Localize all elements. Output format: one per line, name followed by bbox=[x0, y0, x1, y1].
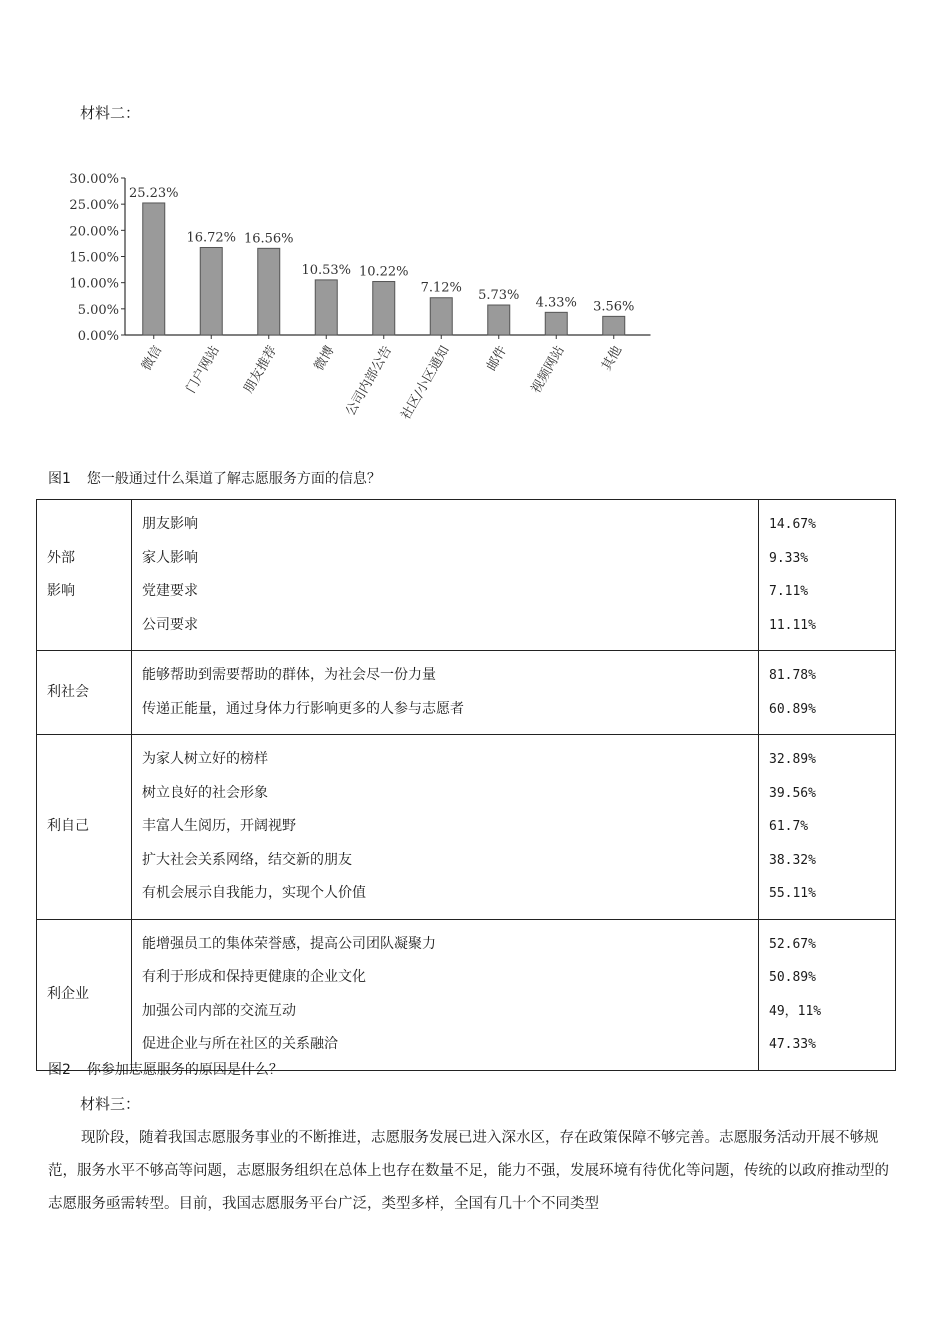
percent-value: 81.78% bbox=[769, 668, 816, 683]
category-label: 朋友推荐 bbox=[241, 343, 281, 397]
y-tick-label: 30.00% bbox=[69, 172, 119, 187]
reasons-table bbox=[36, 499, 896, 1071]
bar-chart bbox=[40, 160, 670, 450]
y-tick-label: 25.00% bbox=[69, 198, 119, 214]
reason-item: 传递正能量，通过身体力行影响更多的人参与志愿者 bbox=[142, 700, 464, 717]
reason-item: 丰富人生阅历，开阔视野 bbox=[142, 818, 296, 834]
bar bbox=[430, 298, 452, 335]
bar bbox=[143, 203, 165, 335]
bar-value-label: 5.73% bbox=[478, 288, 520, 304]
bar bbox=[200, 247, 222, 335]
reason-item: 加强公司内部的交流互动 bbox=[142, 1002, 296, 1019]
category-label: 微信 bbox=[139, 343, 166, 374]
reason-item: 有机会展示自我能力，实现个人价值 bbox=[142, 885, 366, 901]
figure1-number: 图1 bbox=[48, 471, 71, 487]
bar bbox=[315, 280, 337, 335]
percent-value: 39.56% bbox=[769, 785, 816, 801]
bar-value-label: 10.53% bbox=[301, 262, 352, 278]
figure2-text: 你参加志愿服务的原因是什么？ bbox=[86, 1062, 283, 1078]
percent-value: 52.67% bbox=[769, 936, 816, 952]
category-label: 利自己 bbox=[47, 818, 89, 835]
percent-value: 49，11% bbox=[769, 1003, 822, 1019]
percent-value: 14.67% bbox=[769, 517, 816, 532]
bar bbox=[258, 248, 280, 335]
percent-value: 11.11% bbox=[769, 617, 816, 633]
table-row bbox=[37, 735, 896, 920]
percent-value: 32.89% bbox=[769, 752, 816, 767]
category-cell bbox=[37, 919, 132, 1070]
category-label: 利企业 bbox=[47, 986, 89, 1002]
reasons-cell bbox=[132, 651, 759, 735]
bar-value-label: 10.22% bbox=[358, 264, 409, 280]
reason-item: 树立良好的社会形象 bbox=[142, 784, 268, 801]
reasons-cell bbox=[132, 500, 759, 651]
percent-value: 7.11% bbox=[769, 584, 809, 599]
percent-value: 50.89% bbox=[769, 970, 816, 985]
category-label: 外部 bbox=[47, 550, 75, 566]
reason-item: 促进企业与所在社区的关系融洽 bbox=[142, 1036, 338, 1052]
reason-item: 能增强员工的集体荣誉感，提高公司团队凝聚力 bbox=[142, 935, 436, 952]
category-label: 公司内部公告 bbox=[343, 343, 396, 419]
percent-cell bbox=[759, 735, 896, 920]
bar-value-label: 7.12% bbox=[420, 280, 462, 296]
figure2-caption bbox=[48, 1059, 283, 1079]
category-cell bbox=[37, 500, 132, 651]
reason-item: 有利于形成和保持更健康的企业文化 bbox=[142, 969, 366, 985]
category-label: 微博 bbox=[311, 343, 338, 374]
percent-cell bbox=[759, 919, 896, 1070]
y-tick-label: 0.00% bbox=[77, 329, 119, 344]
table-row bbox=[37, 500, 896, 651]
material3-heading: 材料三： bbox=[80, 1095, 141, 1113]
category-label: 社区/小区通知 bbox=[398, 343, 453, 423]
material2-heading: 材料二： bbox=[80, 104, 141, 122]
category-label: 利社会 bbox=[47, 684, 89, 700]
bar-value-label: 25.23% bbox=[128, 185, 179, 201]
reasons-cell bbox=[132, 919, 759, 1070]
percent-cell bbox=[759, 500, 896, 651]
percent-value: 60.89% bbox=[769, 701, 816, 717]
bar bbox=[488, 305, 510, 335]
category-label: 影响 bbox=[47, 583, 75, 599]
category-label: 门户网站 bbox=[183, 343, 223, 397]
figure2-number: 图2 bbox=[48, 1062, 71, 1078]
category-label: 邮件 bbox=[484, 343, 511, 374]
reason-item: 为家人树立好的榜样 bbox=[142, 751, 268, 767]
figure1-text: 您一般通过什么渠道了解志愿服务方面的信息？ bbox=[86, 471, 381, 487]
table-row bbox=[37, 919, 896, 1070]
bar-value-label: 4.33% bbox=[535, 295, 577, 311]
reason-item: 公司要求 bbox=[142, 616, 198, 633]
bar bbox=[603, 316, 625, 335]
percent-value: 47.33% bbox=[769, 1037, 816, 1052]
reason-item: 党建要求 bbox=[142, 583, 198, 599]
table-row bbox=[37, 651, 896, 735]
category-cell bbox=[37, 651, 132, 735]
y-tick-label: 10.00% bbox=[69, 276, 119, 292]
reason-item: 家人影响 bbox=[142, 549, 198, 566]
y-tick-label: 15.00% bbox=[69, 250, 119, 266]
reason-item: 能够帮助到需要帮助的群体，为社会尽一份力量 bbox=[142, 667, 436, 683]
y-tick-label: 5.00% bbox=[77, 302, 119, 318]
category-cell bbox=[37, 735, 132, 920]
figure1-caption bbox=[48, 468, 381, 488]
bar-value-label: 3.56% bbox=[593, 299, 635, 315]
reason-item: 扩大社会关系网络，结交新的朋友 bbox=[142, 851, 352, 868]
bar bbox=[545, 312, 567, 335]
percent-value: 61.7% bbox=[769, 819, 809, 834]
bar-value-label: 16.72% bbox=[186, 230, 237, 246]
reason-item: 朋友影响 bbox=[142, 516, 198, 532]
category-label: 视频网站 bbox=[528, 343, 568, 397]
bar-value-label: 16.56% bbox=[243, 231, 294, 247]
category-label: 其他 bbox=[599, 343, 626, 374]
percent-value: 55.11% bbox=[769, 886, 816, 901]
bar bbox=[373, 282, 395, 335]
material3-paragraph: 现阶段，随着我国志愿服务事业的不断推进，志愿服务发展已进入深水区，存在政策保障不够完善。志愿服务活动开展不够规范，服务水平不够高等问题，志愿服务组织在总体上也存在数量不足，能力不强，发展环境有待优化等问题，传统的以政府推动型的志愿服务亟需转型。目前，我国志愿服务平台广泛，类型多样，全国有几十个不同类型 bbox=[48, 1130, 889, 1212]
percent-value: 9.33% bbox=[769, 550, 809, 566]
percent-cell bbox=[759, 651, 896, 735]
y-tick-label: 20.00% bbox=[69, 224, 119, 240]
reasons-cell bbox=[132, 735, 759, 920]
percent-value: 38.32% bbox=[769, 852, 816, 868]
